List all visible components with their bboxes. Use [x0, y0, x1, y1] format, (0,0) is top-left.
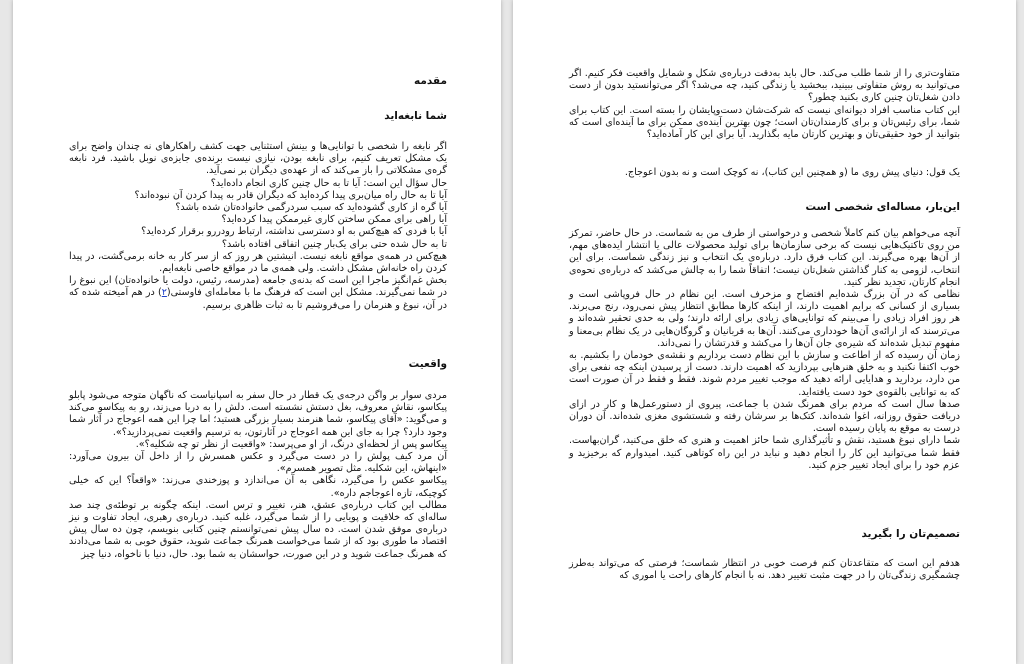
paragraph-centuries: صدها سال است که مردم برای همرنگ شدن با جماعت، پیروی از دستورعمل‌ها و کار در ازای دریافت حقوق روزانه، اغوا شده‌اند. کتک‌ها بر سرشان رفته و شستشوی مغزی شده‌اند. آن دوران درست به موقع به پایان رسیده است. — [569, 398, 960, 435]
document-page-right — [513, 0, 1016, 664]
question-line: آیا راهی برای ممکن ساختن کاری غیرممکن پیدا کرده‌اید؟ — [221, 214, 447, 226]
paragraph-time-to-stop: زمان آن رسیده که از اطاعت و سازش با این نظام دست برداریم و نقشه‌ی خودمان را بکشیم. به خوب اکتفا نکنید و به خلق هنرهایی بپردازید که اهمیت دارند. دست از پرسیدن اینکه چه نفعی برای من دارد، بردارید و هدایایی ارائه دهید که موجب تغییر مردم شوند. فقط و فقط در آن صورت است که به توانایی بالقوه‌ی خود دست یافته‌اید. — [569, 350, 960, 398]
paragraph-personal-request: آنچه می‌خواهم بیان کنم کاملاً شخصی و درخواستی از طرف من به شماست. در حال حاضر، تمرکز من روی تاکتیک‌هایی نیست که برخی سازمان‌ها برای تولید محصولات عالی یا انتشار ایده‌های مهم، از آن‌ها بهره می‌گیرند. این کتاب فرق دارد. درباره‌ی یک انتخاب و نیز زندگی شماست. برای این انتخاب، لزومی به کنار گذاشتن شغل‌تان نیست؛ اتفاقاً شما را به چالش می‌کشد که درباره‌ی نحوه‌ی انجام کارتان، تجدید نظر کنید. — [569, 228, 960, 288]
section-title-genius: شما نابغه‌اید — [384, 110, 447, 122]
section-title-decide: تصمیم‌تان را بگیرید — [861, 528, 960, 540]
question-line: آیا تا به حال راه میان‌بری پیدا کرده‌اید که دیگران قادر به پیدا کردن آن نبوده‌اند؟ — [134, 189, 447, 201]
paragraph-picasso-reply: پیکاسو عکس را می‌گیرد، نگاهی به آن می‌اندازد و پوزخندی می‌زند: «واقعاً؟ این که خیلی کوچیکه، تازه اعوجاجم داره». — [69, 475, 447, 499]
page-left-content — [69, 0, 447, 664]
question-line: آیا گره از کاری گشوده‌اید که سبب سردرگمی خانواده‌تان شده باشد؟ — [175, 202, 447, 214]
paragraph-goal: هدفم این است که متقاعدتان کنم فرصت خوبی در انتظار شماست؛ فرصتی که می‌تواند به‌طرز چشمگیری زندگی‌تان را در جهت مثبت تغییر دهد. نه با انجام کارهای راحت یا اموری که — [569, 558, 960, 582]
paragraph-wallet-photo: آن مرد کیف پولش را در دست می‌گیرد و عکس همسرش را از داخل آن بیرون می‌آورد: «اینهاش، این شکلیه. مثل تصویر همسرم». — [69, 451, 447, 475]
question-line: حال سؤال این است: آیا تا به حال چنین کاری انجام داده‌اید؟ — [210, 177, 447, 189]
body-block-intro — [569, 68, 960, 141]
paragraph-you-are-genius: شما دارای نبوغ هستید، نقش و تأثیرگذاری شما حائز اهمیت و هنری که خلق می‌کنید، گران‌بهاست. فقط شما می‌توانید این کار را انجام دهید و نباید در این راه کوتاهی کنید. امیدوارم که برخیزید و عزم خود را برای ایجاد تغییر جزم کنید. — [569, 435, 960, 471]
page-right-content — [569, 0, 960, 664]
paragraph-genius-definition: اگر نابغه را شخصی با توانایی‌ها و بینش استثنایی جهت کشف راهکارهای نه چندان واضح برای یک مشکل تعریف کنیم، برای نابغه بودن، نیازی نیست برنده‌ی جایزه‌ی نوبل باشید. فرد نابغه گره‌ی مشکلاتی را باز می‌کند که از عهده‌ی دیگران بر نمی‌آید. — [69, 141, 447, 177]
paragraph-picasso-question: پیکاسو پس از لحظه‌ای درنگ، از او می‌پرسد: «واقعیت از نظر تو چه شکلیه؟». — [135, 438, 447, 450]
question-line: آیا با فردی که هیچ‌کس به او دسترسی نداشته، ارتباط رودررو برقرار کرده‌اید؟ — [141, 226, 447, 238]
paragraph-audience: این کتاب مناسب افراد دیوانه‌ای نیست که شرکت‌شان دست‌وپایشان را بسته است. این کتاب برای شما، برای رئیس‌تان و برای کارمندان‌تان است؛ چون بهترین آینده‌ی ممکن برای ما آینده‌ای است که بتوانید از خود حقیقی‌تان و بهترین کارتان مایه بگذارید. آیا برای این کار آماده‌اید؟ — [569, 104, 960, 141]
section-title-reality: واقعیت — [408, 358, 447, 370]
body-block-genius — [69, 141, 447, 312]
paragraph-picasso-train: مردی سوار بر واگن درجه‌ی یک قطار در حال سفر به اسپانیاست که ناگهان متوجه می‌شود پابلو پیکاسو، نقاش معروف، بغل دستش نشسته است. دلش را به دریا می‌زند، رو به پیکاسو می‌کند و می‌گوید: «آقای پیکاسو، شما هنرمند بسیار بزرگی هستید؛ اما چرا این همه اعوجاج در آثار شما وجود دارد؟ چرا به جای این همه اعوجاج در آثارتون، به ترسیم واقعیت نمی‌پردازید؟». — [69, 390, 447, 438]
footnote-link[interactable]: ۲ — [161, 287, 167, 299]
paragraph-faustian-text-end: ) در هم آمیخته شده که در آن، نبوغ و هنرمان را می‌فروشیم تا به ثبات ظاهری برسیم. — [69, 287, 447, 311]
paragraph-faustian-text-start: بخش غم‌انگیز ماجرا این است که بدنه‌ی جامعه (مدرسه، رئیس، دولت یا خانواده‌تان) این نبوغ را در شما نمی‌گیرند. مشکل این است که فرهنگ ما با معامله‌ای فاوستی( — [69, 275, 447, 299]
body-block-personal — [569, 228, 960, 472]
paragraph-faustian — [69, 275, 447, 312]
paragraph-einstein: هیچ‌کس در همه‌ی مواقع نابغه نیست. انیشتین هر روز که از سر کار به خانه برمی‌گشت، در پیدا کردن راه خانه‌اش مشکل داشت. ولی همه‌ی ما در مواقع خاصی نابغه‌ایم. — [69, 250, 447, 275]
paragraph-book-topics: مطالب این کتاب درباره‌ی عشق، هنر، تغییر و ترس است. اینکه چگونه بر توطئه‌ی چند صد ساله‌ای که خلاقیت و پویایی را از شما می‌گیرد، غلبه کنید. درباره‌ی رهبری، ایجاد تفاوت و نیز درباره‌ی موفق شدن است. ده سال پیش نمی‌توانستم چنین کتابی بنویسم، چون ده سال پیش اقتصاد ما طوری بود که از شما می‌خواست همرنگ جماعت شوید، حقوق خوبی به شما می‌دادند که همرنگ جماعت شوید و در این صورت، حواسشان به شما بود. حال، دنیا با ناخواه، دنیا چیز — [69, 499, 447, 560]
promise-line: یک قول: دنیای پیش روی ما (و همچنین این کتاب)، نه کوچک است و نه بدون اعوجاج. — [624, 167, 960, 178]
body-block-reality — [69, 390, 447, 561]
paragraph-broken-system: نظامی که در آن بزرگ شده‌ایم افتضاح و مزخرف است. این نظام در حال فروپاشی است و بسیاری از کسانی که برایم اهمیت دارند، از اینکه کارها مطابق انتظار پیش نمی‌رود، رنج می‌برند. هر روز افراد زیادی را می‌بینم که توانایی‌های زیادی برای ارائه دارند؛ ولی به حدی تحقیر شده‌اند و می‌ترسند که از ارائه‌ی آن‌ها خودداری می‌کنند. آن‌ها به قربانیان و گروگان‌هایی در یک نظام بی‌معنا و مفهوم تبدیل شده‌اند که شیره‌ی جان آن‌ها را می‌کشد و قدرتشان را نمی‌داند. — [569, 289, 960, 349]
section-title-personal: این‌بار، مساله‌ای شخصی است — [805, 201, 960, 213]
question-line: تا به حال شده حتی برای یک‌بار چنین اتفاقی افتاده باشد؟ — [221, 238, 447, 250]
chapter-title: مقدمه — [414, 75, 447, 87]
document-page-left — [13, 0, 501, 664]
paragraph-different-reality: متفاوت‌تری را از شما طلب می‌کند. حال باید به‌دقت درباره‌ی شکل و شمایل واقعیت فکر کنیم. اگر می‌توانید به روش متفاوتی ببینید، ببخشید یا زندگی کنید، چه می‌شد؟ اگر می‌توانستید بدون از دست دادن شغل‌تان چنین کاری بکنید چطور؟ — [569, 68, 960, 104]
